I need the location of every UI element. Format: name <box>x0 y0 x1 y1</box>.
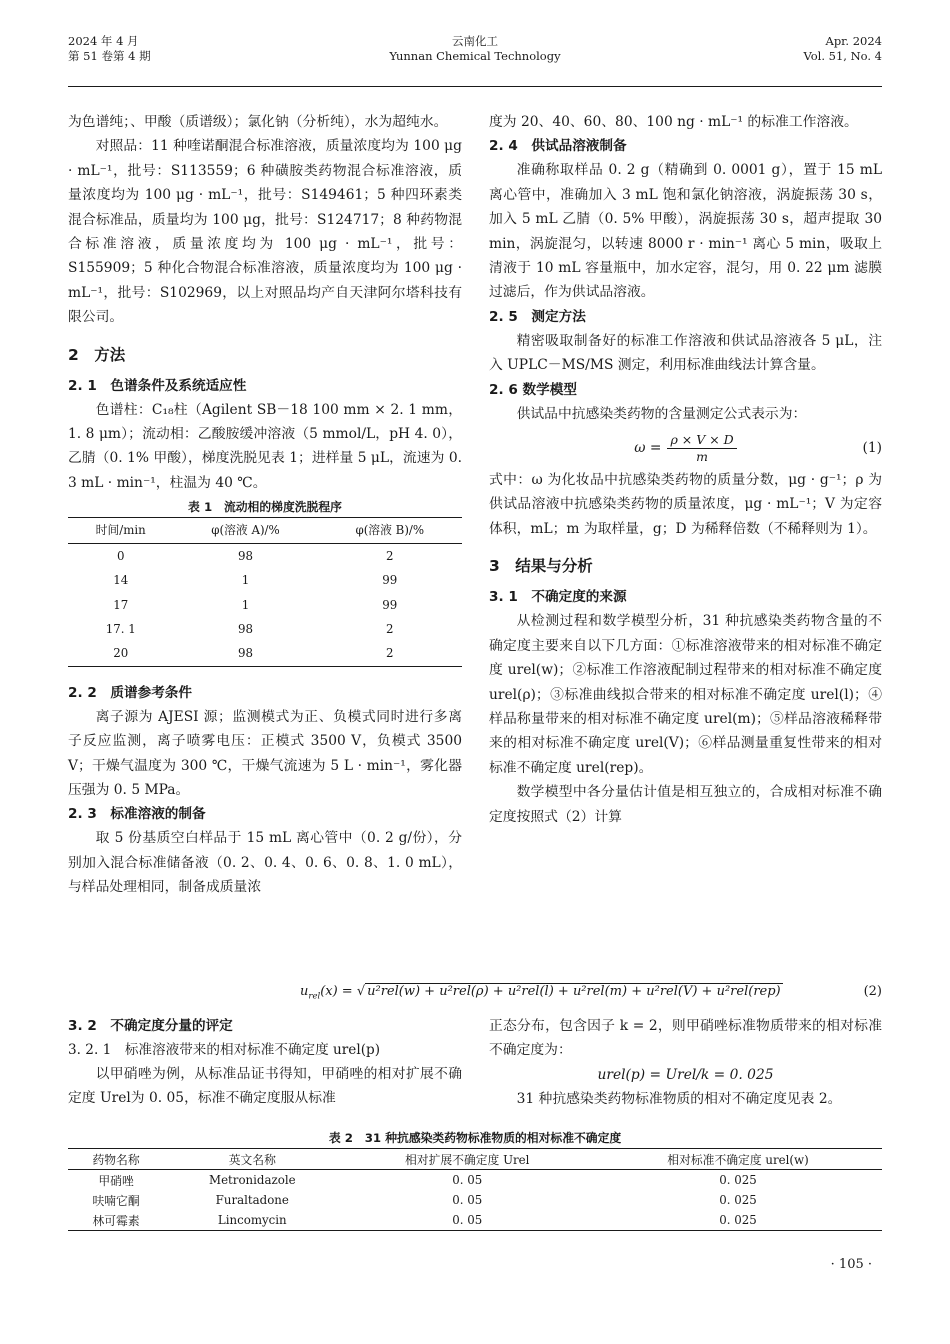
table-cell: 98 <box>237 646 253 661</box>
table-cell: 0 <box>116 548 125 563</box>
table-cell: 98 <box>237 548 253 563</box>
formula-2-term: u²rel(rep) <box>716 984 781 999</box>
formula-1-lhs: ω = <box>634 439 662 456</box>
table-header-cell: 英文名称 <box>228 1152 276 1167</box>
table2-caption: 表 2 31 种抗感染类药物标准物质的相对标准不确定度 <box>328 1131 622 1145</box>
formula-2-term: u²rel(V) <box>646 984 698 999</box>
formula-2-lhs-sub: rel <box>308 991 321 1002</box>
table-cell: 14 <box>113 573 129 588</box>
table-row <box>68 1190 882 1210</box>
reagents-continued: 为色谱纯；、甲酸（质谱级）；氯化钠（分析纯），水为超纯水。 <box>68 114 448 130</box>
table-cell: 0. 05 <box>452 1213 483 1227</box>
table-header-cell: φ(溶液 A)/% <box>211 523 280 538</box>
table2-reference: 31 种抗感染类药物标准物质的相对不确定度见表 2。 <box>516 1091 842 1108</box>
metronidazole-example: 以甲硝唑为例，从标准品证书得知，甲硝唑的相对扩展不确定度 Urel为 0. 05，标准不确定度服从标准 <box>68 1066 462 1107</box>
table-row <box>68 593 462 617</box>
table2-standard-uncertainty <box>68 1148 882 1231</box>
table-header-row <box>68 1149 882 1170</box>
heading-2-2: 2. 2 质谱参考条件 <box>68 684 192 701</box>
equation-number-1: (1) <box>862 439 882 456</box>
table-header-cell: 时间/min <box>95 523 146 538</box>
formula-2-term: u²rel(w) <box>367 984 421 999</box>
standard-preparation: 取 5 份基质空白样品于 15 mL 离心管中（0. 2 g/份），分别加入混合标准储备液（0. 2、0. 4、0. 6、0. 8、1. 0 mL），与样品处理相同，制备成质量浓 <box>68 830 462 896</box>
table-row <box>68 617 462 641</box>
formula-3: urel(p) = Urel/k = 0. 025 <box>597 1066 774 1083</box>
table-row <box>68 1210 882 1231</box>
table-header-cell: φ(溶液 B)/% <box>355 523 425 538</box>
heading-3-2-1: 3. 2. 1 标准溶液带来的相对标准不确定度 urel(p) <box>68 1042 381 1058</box>
formula-1 <box>489 428 882 468</box>
journal-title-cn: 云南化工 <box>452 34 498 48</box>
equation-number-2: (2) <box>863 984 882 999</box>
table-cell: 98 <box>237 621 253 636</box>
header-divider <box>68 86 882 87</box>
section-heading-methods: 2 方法 <box>68 345 126 364</box>
table-cell: Furaltadone <box>215 1193 289 1207</box>
measurement-method: 精密吸取制备好的标准工作溶液和供试品溶液各 5 μL，注入 UPLC－MS/MS 测定，利用标准曲线法计算含量。 <box>489 332 882 374</box>
formula-1-fraction <box>667 432 736 465</box>
formula-2-term: u²rel(m) <box>572 984 628 999</box>
heading-2-1: 2. 1 色谱条件及系统适应性 <box>68 377 247 394</box>
right-column <box>489 110 882 829</box>
issue-date: 2024 年 4 月 <box>68 34 139 48</box>
table1-caption: 表 1 流动相的梯度洗脱程序 <box>188 500 342 515</box>
formula-2 <box>68 980 882 1012</box>
journal-title-en: Yunnan Chemical Technology <box>389 49 561 63</box>
ms-conditions: 离子源为 AJESI 源；监测模式为正、负模式同时进行多离子反应监测，离子喷雾电压：正模式 3500 V，负模式 3500 V；干燥气温度为 300 ℃，干燥气流速为 5 L · min⁻¹，雾化器压强为 0. 5 MPa。 <box>68 708 462 798</box>
table-header-cell: 药物名称 <box>92 1152 140 1167</box>
table-cell: 2 <box>386 548 394 563</box>
left-column <box>68 110 462 900</box>
table-cell: 17 <box>113 597 129 612</box>
table-cell: 20 <box>113 646 129 661</box>
table-header-row <box>68 518 462 543</box>
formula-1-variables: 式中：ω 为化妆品中抗感染类药物的质量分数，μg · g⁻¹；ρ 为供试品溶液中抗感染类药物的质量浓度，μg · mL⁻¹；V 为定容体积，mL；m 为取样量，g；D 为稀释倍数（不稀释则为 1）。 <box>489 472 882 537</box>
formula-1-denominator: m <box>696 448 709 464</box>
table-row <box>68 543 462 568</box>
sample-preparation: 准确称取样品 0. 2 g（精确到 0. 0001 g），置于 15 mL 离心管中，准确加入 3 mL 饱和氯化钠溶液，涡旋振荡 30 s，加入 5 mL 乙腈（0. 5% 甲酸），涡旋振荡 30 s，超声提取 30 min，涡旋混匀，以转速 8000 r · min⁻¹ 离心 5 min，吸取上清液于 10 mL 容量瓶中，加水定容，混匀，用 0. 22 μm 滤膜过滤后，作为供试品溶液。 <box>489 162 882 301</box>
table-cell: 0. 025 <box>719 1213 757 1227</box>
formula-2-lhs: u <box>300 984 309 999</box>
table1-gradient-program <box>68 517 462 666</box>
volume-number: 第 51 卷第 4 期 <box>68 49 151 63</box>
formula-2-lhs-arg: (x) = √ <box>320 984 366 999</box>
table-row <box>68 568 462 592</box>
table-cell: 甲硝唑 <box>98 1173 134 1188</box>
table-row <box>68 641 462 666</box>
section-heading-results: 3 结果与分析 <box>489 557 593 576</box>
table-cell: 2 <box>386 621 394 636</box>
standard-preparation-continued: 度为 20、40、60、80、100 ng · mL⁻¹ 的标准工作溶液。 <box>489 114 858 130</box>
table-cell: Metronidazole <box>209 1173 296 1187</box>
table-cell: 呋喃它酮 <box>92 1193 140 1208</box>
table-cell: 17. 1 <box>105 621 136 636</box>
heading-2-3: 2. 3 标准溶液的制备 <box>68 806 206 823</box>
table-cell: 1 <box>241 597 250 612</box>
page-number: · 105 · <box>830 1257 872 1272</box>
issue-date-en: Apr. 2024 <box>825 34 882 48</box>
table-cell: 2 <box>386 646 394 661</box>
table-cell: 99 <box>382 573 398 588</box>
table-cell: 0. 025 <box>719 1193 757 1207</box>
table-row <box>68 1170 882 1191</box>
chromatography-conditions: 色谱柱：C₁₈柱（Agilent SB－18 100 mm × 2. 1 mm，1. 8 μm）；流动相：乙酸胺缓冲溶液（5 mmol/L，pH 4. 0），乙腈（0. 1% 甲酸），梯度洗脱见表 1；进样量 5 μL，流速为 0. 3 mL · min⁻¹，柱温为 40 ℃。 <box>68 401 462 491</box>
table-header-cell: 相对扩展不确定度 Urel <box>404 1152 530 1167</box>
table-header-cell: 相对标准不确定度 urel(w) <box>667 1152 809 1167</box>
heading-3-2: 3. 2 不确定度分量的评定 <box>68 1018 233 1034</box>
model-intro: 供试品中抗感染类药物的含量测定公式表示为： <box>516 405 807 422</box>
normal-distribution-text: 正态分布，包含因子 k = 2，则甲硝唑标准物质带来的相对标准不确定度为： <box>489 1018 882 1059</box>
journal-date-volume-en <box>803 34 882 64</box>
formula-2-radicand: u²rel(w) + u²rel(ρ) + u²rel(l) + u²rel(m) + u²rel(V) + u²rel(rep) <box>367 984 781 999</box>
table2-block <box>68 1126 882 1231</box>
heading-2-4: 2. 4 供试品溶液制备 <box>489 138 627 155</box>
table-cell: Lincomycin <box>217 1213 287 1227</box>
table-cell: 0. 05 <box>452 1173 483 1187</box>
formula-2-term: u²rel(ρ) <box>439 984 489 999</box>
table-cell: 0. 05 <box>452 1193 483 1207</box>
heading-2-6: 2. 6 数学模型 <box>489 381 577 398</box>
reference-standards-paragraph: 对照品：11 种喹诺酮混合标准溶液，质量浓度均为 100 μg · mL⁻¹，批号：S113559；6 种磺胺类药物混合标准溶液，质量浓度均为 100 μg · mL⁻¹，批号：S149461；5 种四环素类混合标准品，质量均为 100 μg，批号：S124717；8 种药物混合标准溶液，质量浓度均为 100 μg · mL⁻¹，批号：S155909；5 种化合物混合标准溶液，质量浓度均为 100 μg · mL⁻¹，批号：S102969，以上对照品均产自天津阿尔塔科技有限公司。 <box>68 138 462 326</box>
table-cell: 99 <box>382 597 398 612</box>
uncertainty-sources: 从检测过程和数学模型分析，31 种抗感染类药物含量的不确定度主要来自以下几方面：①标准溶液带来的相对标准不确定度 urel(w)；②标准工作溶液配制过程带来的相对标准不确定度 urel(ρ)；③标准曲线拟合带来的相对标准不确定度 urel(l)；④样品称量带来的相对标准不确定度 urel(m)；⑤样品溶液稀释带来的相对标准不确定度 urel(V)；⑥样品测量重复性带来的相对标准不确定度 urel(rep)。 <box>489 613 882 776</box>
right-column-bottom <box>489 1014 882 1112</box>
combined-uncertainty-intro: 数学模型中各分量估计值是相互独立的，合成相对标准不确定度按照式（2）计算 <box>489 784 882 825</box>
heading-2-5: 2. 5 测定方法 <box>489 308 586 325</box>
formula-1-numerator: ρ × V × D <box>667 432 736 449</box>
table-cell: 林可霉素 <box>92 1213 140 1228</box>
left-column-bottom <box>68 1014 462 1111</box>
volume-number-en: Vol. 51, No. 4 <box>803 49 882 63</box>
heading-3-1: 3. 1 不确定度的来源 <box>489 589 627 606</box>
formula-2-term: u²rel(l) <box>507 984 554 999</box>
formula-2-expression <box>300 984 783 1002</box>
table-cell: 0. 025 <box>719 1173 757 1187</box>
table-cell: 1 <box>241 573 250 588</box>
